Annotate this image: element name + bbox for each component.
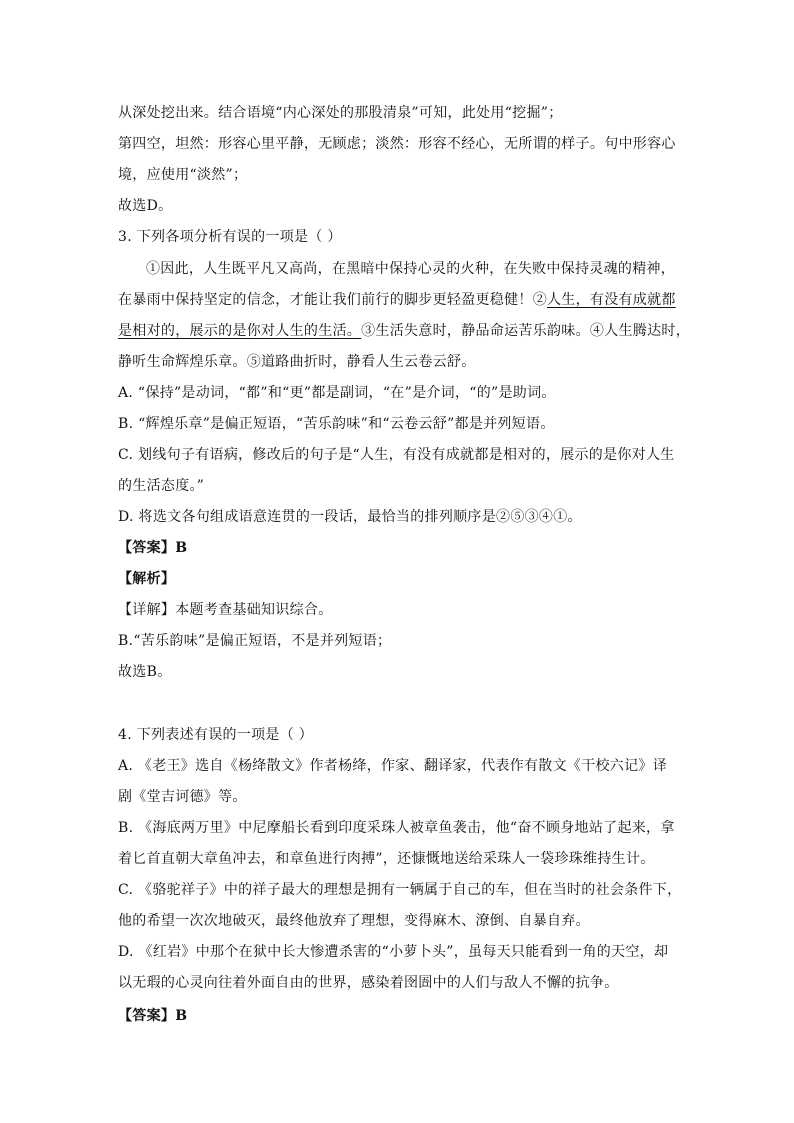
- q4-option-c-line-2: 他的希望一次次地破灭，最终他放弃了理想，变得麻木、潦倒、自暴自弃。: [118, 913, 590, 929]
- q3-passage-line-2: [118, 290, 678, 310]
- q3-stem: 3. 下列各项分析有误的一项是（ ）: [118, 229, 342, 245]
- q4-option-b-line-2: 着匕首直朝大章鱼冲去，和章鱼进行肉搏”，还慷慨地送给采珠人一袋珍珠维持生计。: [118, 851, 655, 867]
- q3-underlined-sentence-part-1: 人生，有没有成就都: [547, 292, 676, 308]
- q3-answer: 【答案】B: [118, 540, 188, 556]
- q3-passage-line-2-plain: 在暴雨中保持坚定的信念，才能让我们前行的脚步更轻盈更稳健！②: [118, 292, 547, 308]
- q3-conclusion: 故选B。: [118, 664, 172, 680]
- q2-explanation-line-2: 第四空，坦然：形容心里平静，无顾虑；淡然：形容不经心，无所谓的样子。句中形容心: [118, 136, 676, 152]
- q4-option-a-line-2: 剧《堂吉诃德》等。: [118, 789, 247, 805]
- q3-option-d: D. 将选文各句组成语意连贯的一段话，最恰当的排列顺序是②⑤③④①。: [118, 509, 582, 525]
- q3-passage-line-1: ①因此，人生既平凡又高尚，在黑暗中保持心灵的火种，在失败中保持灵魂的精神，: [146, 261, 676, 277]
- q4-option-b-line-1: B. 《海底两万里》中尼摩船长看到印度采珠人被章鱼袭击，他“奋不顾身地站了起来，拿: [118, 820, 675, 836]
- q3-underlined-sentence-part-2: 是相对的，展示的是你对人生的生活。: [118, 323, 362, 339]
- q3-option-c-line-2: 的生活态度。”: [118, 478, 205, 494]
- q4-option-c-line-1: C. 《骆驼祥子》中的祥子最大的理想是拥有一辆属于自己的车，但在当时的社会条件下，: [118, 882, 682, 898]
- q3-option-a: A. “保持”是动词，“都”和“更”都是副词，“在”是介词，“的”是助词。: [118, 385, 556, 401]
- q3-passage-line-4: 静听生命辉煌乐章。⑤道路曲折时，静看人生云卷云舒。: [118, 354, 476, 370]
- q3-passage-line-3-plain: ③生活失意时，静品命运苦乐韵味。④人生腾达时，: [361, 323, 691, 339]
- q3-passage-line-3: [118, 321, 691, 341]
- q3-explanation: B.“苦乐韵味”是偏正短语，不是并列短语；: [118, 633, 392, 649]
- q4-option-a-line-1: A. 《老王》选自《杨绛散文》作者杨绛，作家、翻译家，代表作有散文《干校六记》译: [118, 758, 668, 774]
- q4-option-d-line-2: 以无瑕的心灵向往着外面自由的世界，感染着囹圄中的人们与敌人不懈的抗争。: [118, 975, 619, 991]
- q4-option-d-line-1: D. 《红岩》中那个在狱中长大惨遭杀害的“小萝卜头”，虽每天只能看到一角的天空，却: [118, 944, 669, 960]
- q3-detail: 【详解】本题考查基础知识综合。: [118, 602, 333, 618]
- q2-conclusion: 故选D。: [118, 198, 173, 214]
- q2-explanation-line-1: 从深处挖出来。结合语境“内心深处的那股清泉”可知，此处用“挖掘”；: [118, 105, 563, 121]
- q4-stem: 4. 下列表述有误的一项是（ ）: [118, 727, 314, 743]
- q3-option-b: B. “辉煌乐章”是偏正短语，“苦乐韵味”和“云卷云舒”都是并列短语。: [118, 416, 555, 432]
- q3-analysis-title: 【解析】: [118, 571, 176, 587]
- q3-option-c-line-1: C. 划线句子有语病，修改后的句子是“人生，有没有成就都是相对的，展示的是你对人生: [118, 447, 675, 463]
- q4-answer: 【答案】B: [118, 1008, 188, 1024]
- q2-explanation-line-3: 境，应使用“淡然”；: [118, 167, 248, 183]
